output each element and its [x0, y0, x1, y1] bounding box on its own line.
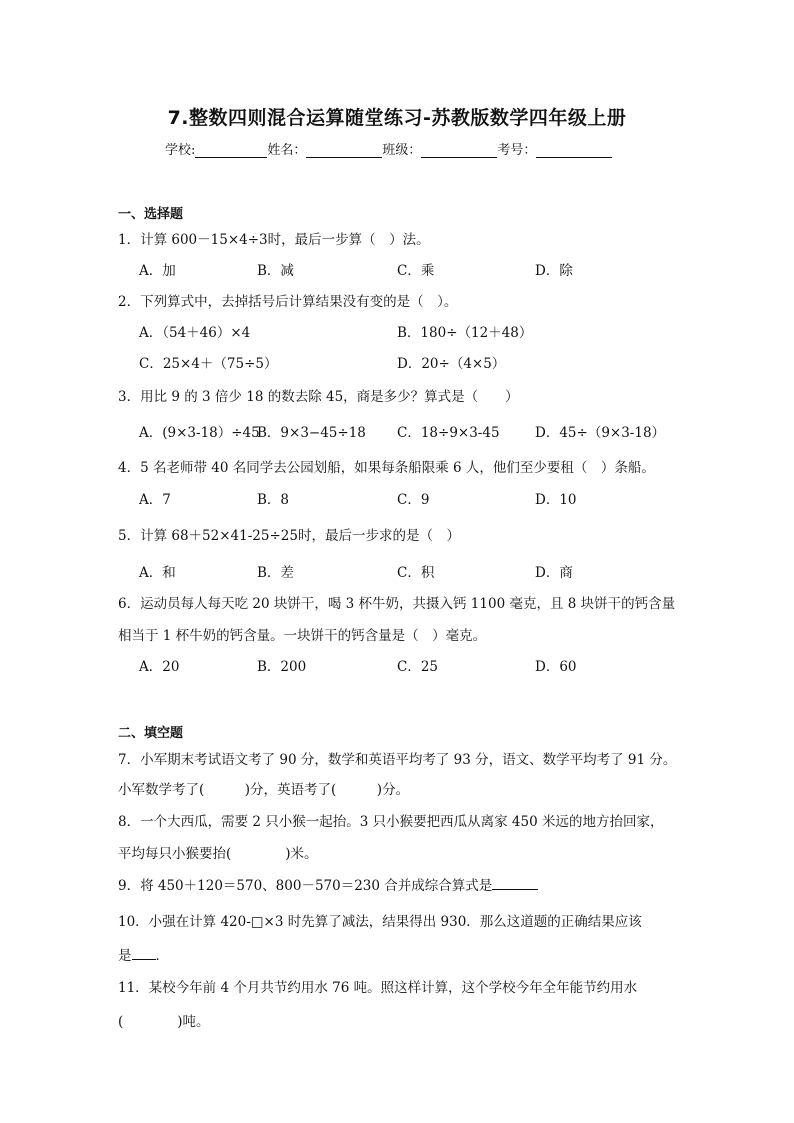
exam-no-blank[interactable] [536, 143, 612, 158]
q3-option-a[interactable]: A．(9×3-18）÷45 [139, 425, 260, 441]
school-field [165, 139, 267, 158]
question-5: 5．计算 68＋52×41-25÷25时，最后一步求的是（ ） [118, 528, 460, 544]
q5-option-a[interactable]: A．和 [139, 565, 176, 581]
q1-option-a[interactable]: A．加 [139, 263, 176, 279]
q4-option-a[interactable]: A．7 [139, 492, 171, 508]
q3-option-b[interactable]: B．9×3−45÷18 [257, 425, 366, 441]
q9-answer-blank[interactable] [492, 877, 538, 890]
q6-option-c[interactable]: C．25 [397, 659, 439, 675]
q3-option-d[interactable]: D．45÷（9×3-18） [535, 425, 666, 441]
q10-line2-end: ． [155, 948, 169, 964]
class-field [382, 139, 497, 158]
question-11-line-1: 11．某校今年前 4 个月共节约用水 76 吨。照这样计算，这个学校今年全年能节约用水 [118, 980, 638, 996]
question-8-line-2: 平均每只小猴要抬( )米。 [118, 846, 318, 862]
school-label: 学校: [165, 143, 196, 158]
section-fill-blank-title: 二、填空题 [118, 726, 184, 741]
section-multiple-choice-title: 一、选择题 [118, 207, 184, 222]
question-7-line-1: 7．小军期末考试语文考了 90 分，数学和英语平均考了 93 分，语文、数学平均考了 91 分。 [118, 752, 677, 768]
question-4: 4．5 名老师带 40 名同学去公园划船，如果每条船限乘 6 人，他们至少要租（ ）条船。 [118, 460, 655, 476]
q4-option-d[interactable]: D．10 [535, 492, 577, 508]
question-9-text: 9．将 450＋120＝570、800－570＝230 合并成综合算式是 [118, 878, 493, 894]
question-7-line-2: 小军数学考了( )分，英语考了( )分。 [118, 782, 410, 798]
question-10-line-2 [118, 944, 169, 964]
q6-option-b[interactable]: B．200 [257, 659, 307, 675]
q2-option-b[interactable]: B．180÷（12＋48） [397, 325, 533, 341]
exam-no-label: 考号： [497, 143, 537, 158]
q10-answer-blank[interactable] [132, 947, 156, 960]
q2-option-d[interactable]: D．20÷（4×5） [397, 356, 506, 372]
q3-option-c[interactable]: C．18÷9×3-45 [397, 425, 500, 441]
question-11-line-2: ( )吨。 [118, 1014, 210, 1030]
school-blank[interactable] [195, 143, 267, 158]
question-1: 1．计算 600－15×4÷3时，最后一步算（ ）法。 [118, 232, 430, 248]
q1-option-c[interactable]: C．乘 [397, 263, 435, 279]
name-blank[interactable] [306, 143, 382, 158]
q5-option-c[interactable]: C．积 [397, 565, 435, 581]
q5-option-b[interactable]: B．差 [257, 565, 294, 581]
q10-line2-start: 是 [118, 948, 132, 964]
question-10-line-1: 10．小强在计算 420-□×3 时先算了减法，结果得出 930．那么这道题的正确结果应该 [118, 914, 642, 930]
exam-no-field [497, 139, 612, 158]
class-blank[interactable] [421, 143, 497, 158]
question-8-line-1: 8．一个大西瓜，需要 2 只小猴一起抬。3 只小猴要把西瓜从离家 450 米远的地方抬回家， [118, 814, 664, 830]
q1-option-b[interactable]: B．减 [257, 263, 294, 279]
q4-option-c[interactable]: C．9 [397, 492, 430, 508]
name-label: 姓名： [267, 143, 307, 158]
q6-option-d[interactable]: D．60 [535, 659, 577, 675]
question-6-line-2: 相当于 1 杯牛奶的钙含量。一块饼干的钙含量是（ ）毫克。 [118, 628, 487, 644]
name-field [267, 139, 382, 158]
q2-option-a[interactable]: A．（54＋46）×4 [139, 325, 251, 341]
question-3: 3．用比 9 的 3 倍少 18 的数去除 45，商是多少？算式是（ ） [118, 389, 519, 405]
student-info-line [165, 139, 612, 158]
question-6-line-1: 6．运动员每人每天吃 20 块饼干，喝 3 杯牛奶，共摄入钙 1100 毫克，且 8 块饼干的钙含量 [118, 596, 676, 612]
q2-option-c[interactable]: C．25×4＋（75÷5） [139, 356, 278, 372]
question-2: 2．下列算式中，去掉括号后计算结果没有变的是（ ）。 [118, 294, 458, 310]
worksheet-title: 7.整数四则混合运算随堂练习-苏教版数学四年级上册 [167, 107, 627, 129]
q6-option-a[interactable]: A．20 [139, 659, 180, 675]
q5-option-d[interactable]: D．商 [535, 565, 573, 581]
class-label: 班级： [382, 143, 422, 158]
q4-option-b[interactable]: B．8 [257, 492, 290, 508]
question-9 [118, 874, 538, 894]
q1-option-d[interactable]: D．除 [535, 263, 573, 279]
